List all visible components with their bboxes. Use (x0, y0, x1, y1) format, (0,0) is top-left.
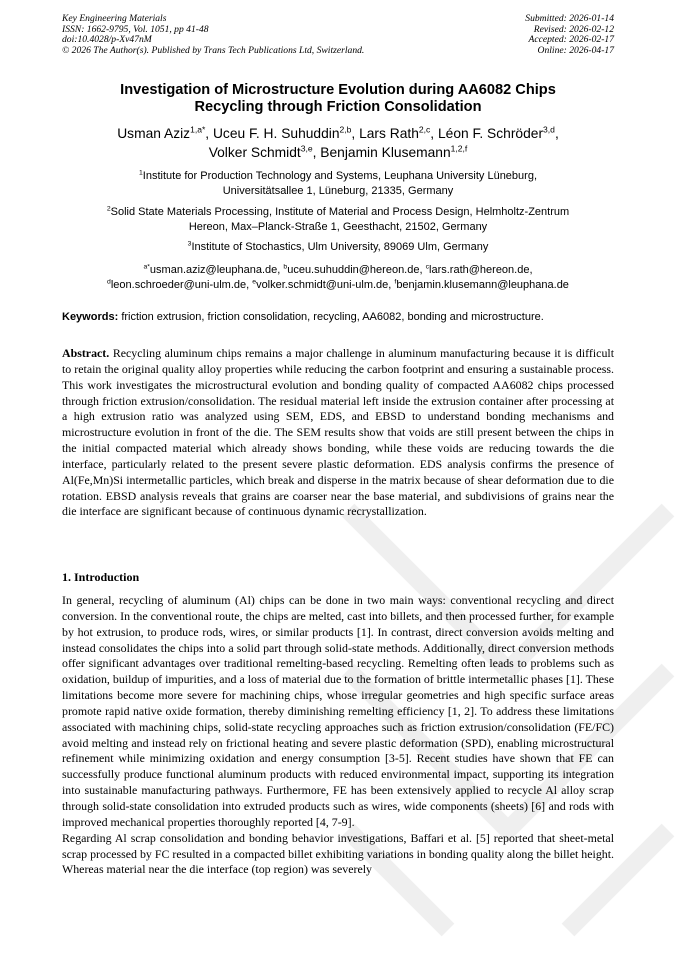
author-name: Benjamin Klusemann (320, 145, 451, 160)
email-link[interactable]: benjamin.klusemann@leuphana.de (396, 278, 569, 291)
affiliation-3 (62, 240, 614, 255)
email-link[interactable]: usman.aziz@leuphana.de (149, 264, 278, 276)
author-line-1 (62, 124, 614, 143)
email-sep: , (388, 278, 395, 291)
date-online: Online: 2026-04-17 (537, 44, 614, 56)
affiliation-line: Universitätsallee 1, Lüneburg, 21335, Germany (222, 184, 454, 197)
email-sup: f (394, 277, 397, 285)
author-emails (62, 263, 614, 292)
email-link[interactable]: volker.schmidt@uni-ulm.de (256, 278, 389, 291)
author-sup: 3,e (300, 143, 313, 154)
date-submitted: Submitted: 2026-01-14 (525, 13, 614, 24)
journal-issn: ISSN: 1662-9795, Vol. 1051, pp 41-48 (62, 23, 209, 35)
paper-title (62, 82, 614, 116)
journal-info (62, 14, 364, 56)
journal-copyright: © 2026 The Author(s). Published by Trans Tech Publications Ltd, Switzerland. (62, 44, 365, 56)
author-name: Uceu F. H. Suhuddin (212, 126, 340, 141)
abstract-label: Abstract. (62, 346, 110, 360)
email-link[interactable]: leon.schroeder@uni-ulm.de (110, 278, 247, 291)
title-line-1: Investigation of Microstructure Evolution during AA6082 Chips (120, 82, 556, 98)
keywords-label: Keywords: (62, 311, 119, 323)
author-line-2 (62, 143, 614, 162)
affiliation-1 (62, 169, 614, 198)
email-sup: a* (143, 263, 150, 271)
email-line-2 (62, 278, 614, 293)
introduction-paragraph: Regarding Al scrap consolidation and bonding behavior investigations, Baffari et al. [5] reported that sheet-metal scrap processed by FC resulted in a compacted billet exhibiting variations in bonding quality along the billet height. Whereas material near the die interface (top region) was severely (62, 830, 614, 877)
email-sep: , (246, 278, 253, 291)
author-sep: , (430, 126, 438, 141)
affiliation-num: 3 (187, 240, 192, 248)
author-sup: 1,2,f (450, 143, 468, 154)
author-sup: 1,a* (190, 124, 206, 135)
author-list (62, 124, 614, 162)
author-sep: , (312, 145, 321, 160)
email-sep: , (277, 264, 284, 276)
email-line-1 (62, 263, 614, 278)
affiliation-line: Institute for Production Technology and Systems, Leuphana University Lüneburg, (142, 170, 537, 182)
author-sup: 2,c (418, 124, 431, 135)
journal-doi: doi:10.4028/p-Xv47nM (62, 34, 152, 46)
email-link[interactable]: uceu.suhuddin@hereon.de (287, 264, 420, 276)
title-line-2: Recycling through Friction Consolidation (194, 99, 482, 115)
author-sep: , (351, 126, 360, 141)
section-heading-introduction: 1. Introduction (62, 570, 140, 584)
affiliation-line: Institute of Stochastics, Ulm University, 89069 Ulm, Germany (191, 241, 489, 253)
email-sup: e (252, 277, 257, 285)
author-name: Volker Schmidt (208, 145, 301, 160)
author-sep: , (554, 126, 559, 141)
email-sep: , (419, 264, 426, 276)
abstract (62, 346, 614, 520)
journal-name: Key Engineering Materials (62, 13, 167, 24)
date-accepted: Accepted: 2026-02-17 (528, 34, 614, 46)
email-sup: d (107, 277, 111, 285)
author-name: Léon F. Schröder (437, 126, 544, 141)
author-name: Lars Rath (359, 126, 419, 141)
author-sep: , (205, 126, 213, 141)
date-revised: Revised: 2026-02-12 (533, 23, 614, 35)
affiliation-line: Hereon, Max–Planck-Straße 1, Geesthacht, 21502, Germany (188, 220, 488, 233)
email-sup: c (425, 263, 430, 271)
keywords (62, 310, 622, 324)
affiliation-num: 2 (106, 205, 111, 213)
author-sup: 3,d (543, 124, 555, 135)
keywords-text: friction extrusion, friction consolidation, recycling, AA6082, bonding and microstructure. (121, 311, 544, 323)
abstract-text: Recycling aluminum chips remains a major challenge in aluminum manufacturing because it is difficult to retain the original quality alloy properties while reducing the carbon footprint and ensuring a sustainable process. This work investigates the microstructural evolution and bonding quality of compacted AA6082 chips processed through friction extrusion/consolidation. The residual material left inside the extrusion container after processing at a high extrusion ratio was analyzed using SEM, EDS, and EBSD to understand bonding mechanisms and microstructure evolution in front of the die. The SEM results show that voids are still present between the chips in the initial compacted material which already shows bonding, while these voids are reducing towards the die interface, particularly related to the present severe plastic deformation. EDS analysis confirms the presence of Al(Fe,Mn)Si intermetallic particles, which break and disperse in the matrix because of shear deformation due to die rotation. EBSD analysis reveals that grains are coarser near the base material, and subdivisions of grains near the die interface are significant because of continuous dynamic recrystallization. (62, 346, 614, 519)
affiliation-2 (62, 205, 614, 234)
email-link[interactable]: lars.rath@hereon.de (429, 264, 530, 276)
author-sup: 2,b (339, 124, 352, 135)
publication-dates (525, 14, 614, 56)
introduction-body (62, 593, 614, 878)
affiliation-line: Solid State Materials Processing, Institute of Material and Process Design, Helmholtz-Zentrum (110, 206, 570, 218)
affiliation-num: 1 (139, 169, 143, 177)
author-name: Usman Aziz (117, 126, 191, 141)
email-sep: , (529, 264, 533, 276)
email-sup: b (283, 263, 288, 271)
introduction-paragraph: In general, recycling of aluminum (Al) chips can be done in two main ways: conventional recycling and direct conversion. In the conventional route, the chips are melted, cast into billets, and then processed further, for example by hot extrusion, to produce rods, wires, or similar products [1]. In contrast, direct conversion avoids melting and instead consolidates the chips into a solid part through solid-state methods. Additionally, direct conversion methods offer significant advantages over traditional remelting-based recycling. Remelting often leads to problems such as oxidation, buildup of impurities, and a loss of material due to the formation of brittle intermetallic phases [1]. These limitations become more severe for machining chips, whose irregular geometries and high specific surface areas promote rapid native oxide formation, thereby diminishing remelting efficiency [1, 2]. To address these limitations associated with machining chips, solid-state recycling approaches such as friction extrusion/consolidation (FE/FC) avoid melting and instead rely on frictional heating and severe plastic deformation (SPD), enabling microstructural refinement while minimizing oxidation and energy consumption [3-5]. Recent studies have shown that FE can successfully produce functional aluminum products with reduced environmental impact, supporting its integration into sustainable manufacturing pathways. Furthermore, FE has been extensively applied to recycle Al alloy scrap through solid-state consolidation into extruded products such as wires, wide components (sheets) [6] and rods with improved mechanical properties thoroughly reported [4, 7-9]. (62, 593, 614, 829)
